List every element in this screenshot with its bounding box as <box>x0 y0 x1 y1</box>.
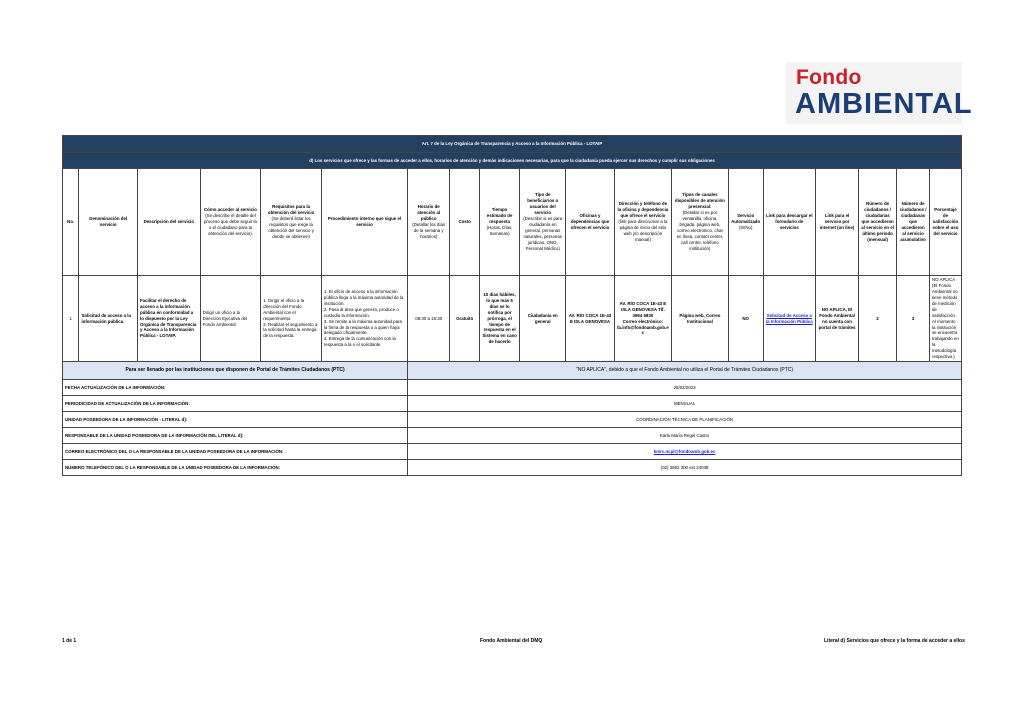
cell-cost: Gratuito <box>450 276 480 362</box>
meta-key: FECHA ACTUALIZACIÓN DE LA INFORMACIÓN: <box>63 380 408 396</box>
col-header-requirements: Requisitos para la obtención del servicio (Se deberá listar los requisitos que exige la obtención del servicio y donde se obtienen) <box>261 169 322 276</box>
col-header-response-time: Tiempo estimado de respuesta (Horas, Días, Semanas) <box>480 169 520 276</box>
col-header-offices: Oficinas y dependencias que ofrecen el servicio <box>566 169 614 276</box>
responsible-email-link[interactable]: kmrc.ncpl@fondoamb.gob.ec <box>653 448 716 454</box>
table-row <box>63 276 962 362</box>
cell-how-to-access: Dirigir un oficio a la Dirección Ejecutiva del Fondo Ambiental <box>200 276 261 362</box>
col-header-cost: Costo <box>450 169 480 276</box>
meta-row-periodicity <box>63 396 962 412</box>
col-header-form-link: Link para descargar el formulario de servicios <box>763 169 815 276</box>
meta-key: NÚMERO TELEFÓNICO DEL O LA RESPONSABLE DE LA UNIDAD POSEEDORA DE LA INFORMACIÓN: <box>63 460 408 476</box>
cell-address: AV. RÍO COCA 1E-43 E ISLA GENOVESA Tlf. 3954 5830 Correo electrónico: fa.info@fondoamb.gob.ec <box>614 276 672 362</box>
meta-row-update-date <box>63 380 962 396</box>
form-download-link[interactable]: Solicitud de Acceso a la Información Pública <box>765 312 813 324</box>
cell-no: 1 <box>63 276 79 362</box>
col-header-monthly-count: Número de ciudadanos / ciudadanas que accedieron al servicio en el último período (mensual) <box>859 169 897 276</box>
footer-literal: Literal d) Servicios que ofrece y la forma de acceder a ellos <box>824 638 965 644</box>
meta-key: RESPONSABLE DE LA UNIDAD POSEEDORA DE LA INFORMACIÓN DEL LITERAL d): <box>63 428 408 444</box>
cell-online-link: NO APLICA, El Fondo Ambiental no cuenta con portal de trámites <box>815 276 858 362</box>
table-subtitle: d) Los servicios que ofrece y las formas de acceder a ellos, horarios de atención y demás indicaciones necesarias, para que la ciudadanía pueda ejercer sus derechos y cumplir sus obligaciones <box>63 153 962 169</box>
fondo-ambiental-logo <box>786 62 973 124</box>
meta-value: MENSUAL <box>408 396 962 412</box>
meta-value: Karla María Regel Castro <box>408 428 962 444</box>
lotaip-services-table <box>62 135 962 476</box>
col-header-procedure: Procedimiento interno que sigue el servicio <box>321 169 407 276</box>
footer-page-number: 1 de 1 <box>62 638 77 644</box>
col-header-service-name: Denominación del servicio <box>79 169 138 276</box>
ptc-row <box>63 362 962 380</box>
col-header-no: No. <box>63 169 79 276</box>
meta-row-phone <box>63 460 962 476</box>
col-header-satisfaction: Porcentaje de satisfacción sobre el uso del servicio <box>929 169 961 276</box>
cell-description: Facilitar el derecho de acceso a la información pública en conformidad a lo dispuesto por la Ley Orgánica de Transparencia y Acceso a la Información Pública - LOTAIP. <box>137 276 200 362</box>
col-header-hours: Horario de atención al público (Detallar los días de la semana y horarios) <box>408 169 450 276</box>
cell-satisfaction: NO APLICA (El Fondo Ambiental no tiene método de medición de satisfacción. Al momento la institución se encuentra trabajando en la metodología respectiva.) <box>929 276 961 362</box>
col-header-automated: Servicio Automatizado (Si/No) <box>728 169 763 276</box>
ptc-value: "NO APLICA", debido a que el Fondo Ambiental no utiliza el Portal de Trámites Ciudadanos (PTC) <box>408 362 962 380</box>
col-header-channels: Tipos de canales disponibles de atención presencial: (Detallar si es por ventanilla, oficina, brigada, página web, correo electrónico, chat en línea, contact center, call center, teléfono institución) <box>672 169 729 276</box>
col-header-cumulative-count: Número de ciudadanos / ciudadanas que accedieron al servicio acumulativo <box>897 169 930 276</box>
cell-beneficiaries: Ciudadanía en general <box>520 276 566 362</box>
cell-automated: NO <box>728 276 763 362</box>
col-header-online-link: Link para el servicio por internet (on line) <box>815 169 858 276</box>
meta-row-unit <box>63 412 962 428</box>
cell-monthly-count: 2 <box>859 276 897 362</box>
column-header-row <box>63 169 962 276</box>
meta-row-responsible <box>63 428 962 444</box>
cell-response-time: 10 días hábiles, lo que más 5 días se lo notifica por prórroga, el tiempo de respuesta en el Sistema en caso de hacerlo <box>480 276 520 362</box>
logo-line-ambiental: AMBIENTAL <box>795 88 973 120</box>
cell-procedure: 1. El oficio de acceso a la información pública llega a la máxima autoridad de la institución. 2. Pasa al área que genera, produce o custodia la información. 3. Se remite a la máxima autoridad para la firma de la respuesta o a quien haya delegado oficialmente. 4. Entrega de la comunicación con la respuesta a la o el solicitante <box>321 276 407 362</box>
table-title-row <box>63 136 962 153</box>
col-header-beneficiaries: Tipo de beneficiarios o usuarios del servicio (Describir si es para ciudadanía en general, personas naturales, personas jurídicas, ONG, Personal Médico) <box>520 169 566 276</box>
meta-row-email <box>63 444 962 460</box>
col-header-how-to-access: Cómo acceder al servicio (Se describe el detalle del proceso que debe seguir la o el ciudadano para la obtención del servicio). <box>200 169 261 276</box>
meta-value: 28/02/2023 <box>408 380 962 396</box>
col-header-address: Dirección y teléfono de la oficina y dependencia que ofrece el servicio (link para direccionar a la página de inicio del sitio web y/o descripción manual) <box>614 169 672 276</box>
cell-hours: 08:30 a 16:30 <box>408 276 450 362</box>
meta-key: UNIDAD POSEEDORA DE LA INFORMACIÓN - LITERAL d): <box>63 412 408 428</box>
cell-requirements: 1. Dirigir el oficio a la dirección del Fondo Ambiental con el requerimiento. 2. Realizar el seguimiento a la solicitud hasta la entrega de la respuesta. <box>261 276 322 362</box>
cell-offices: AV. RÍO COCA 1E-43 E ISLA GENOVESA <box>566 276 614 362</box>
col-header-description: Descripción del servicio <box>137 169 200 276</box>
meta-key: PERIODICIDAD DE ACTUALIZACIÓN DE LA INFORMACIÓN: <box>63 396 408 412</box>
cell-service-name: Solicitud de acceso a la información pública. <box>79 276 138 362</box>
meta-value: COORDINACIÓN TÉCNICA DE PLANIFICACIÓN <box>408 412 962 428</box>
ptc-label: Para ser llenado por las instituciones que disponen de Portal de Trámites Ciudadanos (PTC) <box>63 362 408 380</box>
cell-channels: Página web, Correo Institucional <box>672 276 729 362</box>
table-title: Art. 7 de la Ley Orgánica de Transparencia y Acceso a la Información Pública - LOTAIP <box>63 136 962 153</box>
meta-value: (02) 3952 300 ext 24038 <box>408 460 962 476</box>
table-subtitle-row <box>63 153 962 169</box>
footer-institution: Fondo Ambiental del DMQ <box>480 638 543 644</box>
meta-key: CORREO ELECTRÓNICO DEL O LA RESPONSABLE DE LA UNIDAD POSEEDORA DE LA INFORMACIÓN: <box>63 444 408 460</box>
cell-cumulative-count: 3 <box>897 276 930 362</box>
logo-line-fondo: Fondo <box>796 66 862 89</box>
